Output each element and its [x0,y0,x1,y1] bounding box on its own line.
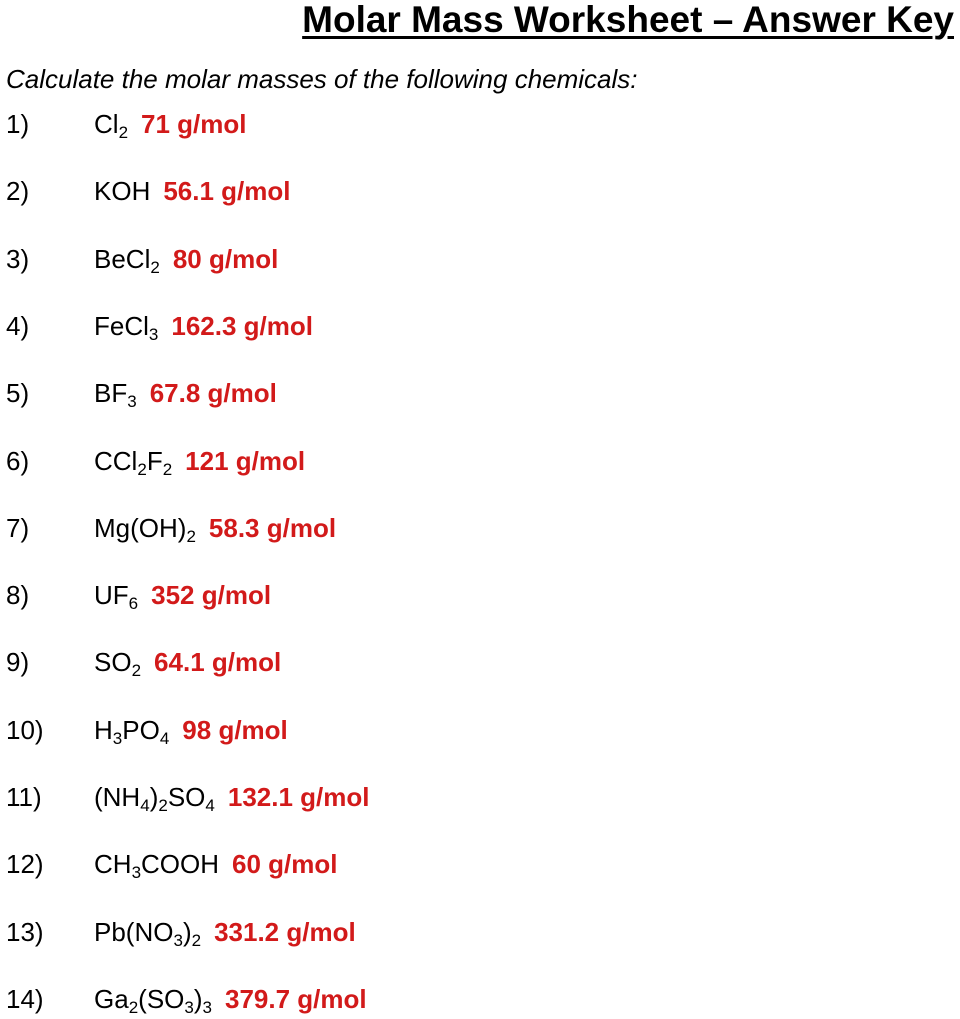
problem-number: 5) [6,378,30,409]
molar-mass-answer: 352 g/mol [151,580,272,611]
molar-mass-answer: 67.8 g/mol [149,378,277,409]
chemical-formula: $Pb(NO_3)_2$ 331.2 g/mol [94,916,356,950]
molar-mass-answer: 56.1 g/mol [163,176,291,207]
molar-mass-answer: 71 g/mol [141,109,247,139]
problem-row [0,777,960,817]
chemical-formula: $SO_2$ 64.1 g/mol [94,647,282,681]
molar-mass-answer: 121 g/mol [185,445,306,476]
problem-row [0,710,960,750]
problem-number: 9) [6,647,30,678]
problem-row [0,239,960,279]
chemical-formula: $H_3PO_4$ 98 g/mol [94,714,288,748]
chemical-formula: KOH 56.1 g/mol [94,176,291,207]
problem-row [0,306,960,346]
problem-row [0,441,960,481]
chemical-formula: $Ga_2(SO_3)_3$ 379.7 g/mol [94,983,367,1017]
problem-number: 12) [6,849,44,880]
problem-row [0,642,960,682]
molar-mass-answer: 162.3 g/mol [171,310,313,341]
problem-row [0,373,960,413]
problem-row [0,575,960,615]
page-title: Molar Mass Worksheet – Answer Key [302,0,954,40]
chemical-formula: $(NH_4)_2SO_4$ 132.1 g/mol [94,782,370,815]
molar-mass-answer: 64.1 g/mol [154,647,282,678]
chemical-formula: FeCl$_3$ 162.3 g/mol [94,310,313,344]
problem-row [0,844,960,884]
molar-mass-answer: 60 g/mol [232,849,338,880]
molar-mass-answer: 58.3 g/mol [208,512,337,543]
problem-number: 13) [6,916,44,947]
chemical-formula: $CCl_2F_2$ 121 g/mol [94,445,306,479]
problem-number: 10) [6,714,44,745]
problem-row [0,104,960,144]
chemical-formula: $UF_6$ 352 g/mol [94,580,272,614]
molar-mass-answer: 132.1 g/mol [227,782,370,812]
chemical-formula: $BF_3$ 67.8 g/mol [94,378,277,412]
problem-number: 2) [6,176,30,207]
problem-number: 14) [6,983,44,1014]
problem-number: 1) [6,109,30,139]
molar-mass-answer: 331.2 g/mol [214,916,356,947]
problem-number: 4) [6,310,30,341]
molar-mass-answer: 80 g/mol [172,243,279,274]
problem-number: 7) [6,512,30,543]
chemical-formula: $Mg(OH)_2$ 58.3 g/mol [94,512,337,546]
problem-row [0,508,960,548]
problem-number: 11) [6,782,42,812]
problem-row [0,912,960,952]
molar-mass-answer: 98 g/mol [182,714,288,745]
problem-number: 6) [6,445,30,476]
problem-row [0,979,960,1019]
problem-number: 8) [6,580,30,611]
chemical-formula: $CH_3COOH$ 60 g/mol [94,849,338,883]
problem-row [0,171,960,211]
instructions: Calculate the molar masses of the following chemicals: [6,64,638,94]
problem-number: 3) [6,243,30,274]
chemical-formula: BeCl$_2$ 80 g/mol [94,243,279,277]
chemical-formula: $Cl_2$ 71 g/mol [94,109,247,142]
molar-mass-answer: 379.7 g/mol [225,983,367,1014]
